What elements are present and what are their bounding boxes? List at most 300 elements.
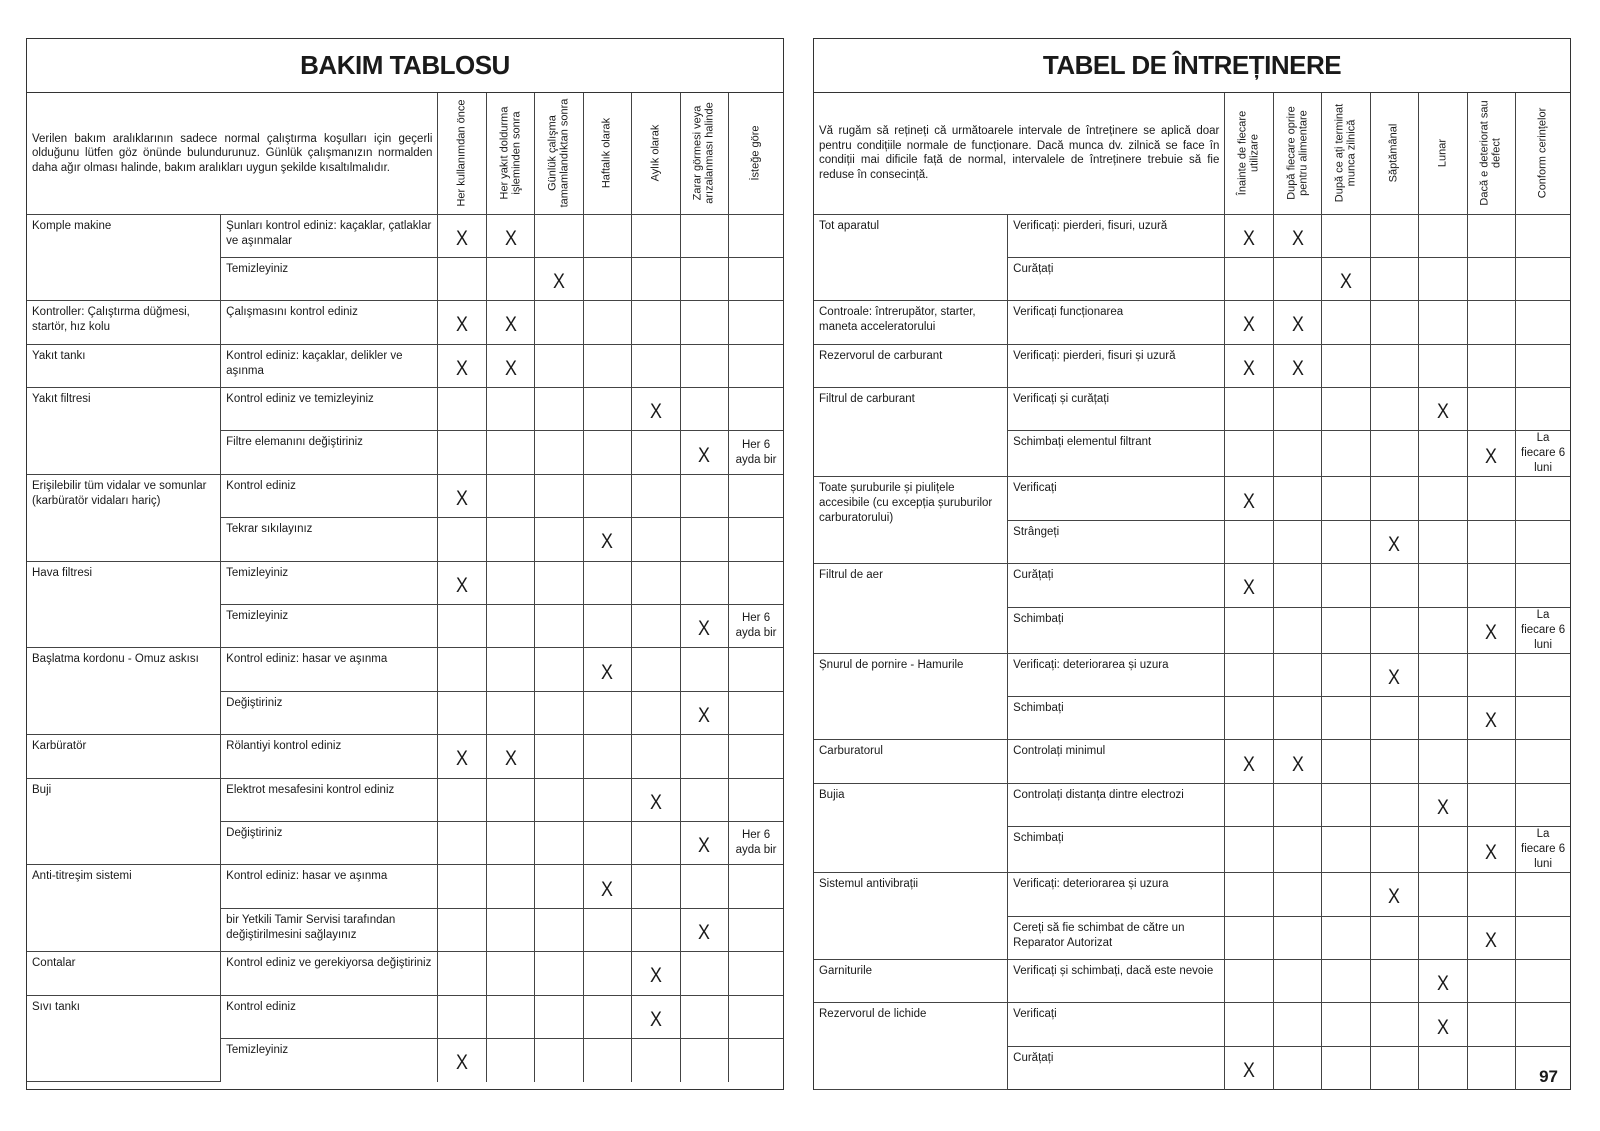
interval-cell [486,648,534,691]
action-cell: Schimbați elementul filtrant [1008,431,1225,477]
table-row [27,344,783,387]
interval-note: Her 6 ayda bir [729,821,783,864]
interval-cell [680,474,728,517]
header-row [814,93,1570,214]
interval-cell [438,518,486,561]
interval-cell [583,648,631,691]
interval-cell [1322,1003,1370,1046]
check-mark: X [456,356,469,380]
interval-cell [680,908,728,951]
column-header-label: Aylık olarak [649,124,662,182]
interval-cell [486,474,534,517]
interval-cell [1370,1003,1418,1046]
interval-cell [1370,827,1418,873]
interval-cell [1516,916,1570,959]
interval-cell [1467,477,1515,520]
interval-cell [438,952,486,995]
interval-cell [632,1038,680,1081]
interval-cell [1273,783,1321,826]
interval-cell [1467,564,1515,607]
interval-cell [438,474,486,517]
interval-cell [438,257,486,300]
column-header-label: Înainte de fiecare utilizare [1236,111,1261,196]
interval-cell [1322,827,1370,873]
interval-cell [438,865,486,908]
interval-cell [583,301,631,344]
interval-cell [729,778,783,821]
interval-cell [632,301,680,344]
interval-cell [583,995,631,1038]
check-mark: X [504,313,517,337]
interval-cell [535,952,583,995]
interval-cell [1516,873,1570,916]
interval-cell [535,431,583,474]
check-mark: X [1436,972,1449,996]
interval-cell [583,1038,631,1081]
interval-cell [1273,697,1321,740]
component-cell: Sistemul antivibrații [814,873,1008,960]
table-row [27,952,783,995]
maintenance-grid [27,93,783,1082]
check-mark: X [698,617,711,641]
interval-cell [632,995,680,1038]
table-row [814,301,1570,344]
interval-cell [1467,214,1515,257]
interval-cell [535,474,583,517]
table-row [814,564,1570,607]
interval-cell [680,605,728,648]
interval-cell [1225,344,1273,387]
interval-cell [486,301,534,344]
action-cell: Schimbați [1008,827,1225,873]
check-mark: X [456,1051,469,1075]
action-cell: Şunları kontrol ediniz: kaçaklar, çatlaklar ve aşınmalar [221,214,438,257]
interval-cell [1273,916,1321,959]
interval-cell [438,344,486,387]
component-cell: Sıvı tankı [27,995,221,1082]
interval-cell [632,778,680,821]
interval-cell [680,821,728,864]
interval-cell [680,691,728,734]
action-cell: Kontrol ediniz: hasar ve aşınma [221,648,438,691]
table-row [814,959,1570,1002]
check-mark: X [456,487,469,511]
check-mark: X [698,834,711,858]
interval-cell [1273,1003,1321,1046]
column-header [438,93,486,214]
check-mark: X [649,790,662,814]
interval-cell [1273,520,1321,563]
interval-cell [632,952,680,995]
interval-cell [1225,740,1273,783]
column-header [1370,93,1418,214]
component-cell: Karbüratör [27,735,221,778]
interval-cell [438,1038,486,1081]
interval-cell [729,474,783,517]
interval-cell [729,952,783,995]
component-cell: Filtrul de carburant [814,388,1008,477]
interval-cell [1370,653,1418,696]
check-mark: X [1436,400,1449,424]
interval-cell [486,605,534,648]
interval-cell [680,778,728,821]
action-cell: Rölantiyi kontrol ediniz [221,735,438,778]
check-mark: X [1243,752,1256,776]
interval-cell [1225,916,1273,959]
interval-cell [1370,607,1418,653]
interval-cell [438,821,486,864]
interval-cell [1516,1003,1570,1046]
interval-cell [583,821,631,864]
component-cell: Carburatorul [814,740,1008,783]
action-cell: Kontrol ediniz ve temizleyiniz [221,388,438,431]
interval-cell [1419,431,1467,477]
interval-cell [1273,431,1321,477]
interval-cell [632,518,680,561]
check-mark: X [1243,226,1256,250]
interval-note: Her 6 ayda bir [729,431,783,474]
check-mark: X [698,443,711,467]
interval-cell [729,344,783,387]
action-cell: Temizleyiniz [221,561,438,604]
table-row [814,873,1570,916]
interval-cell [680,995,728,1038]
interval-cell [1516,301,1570,344]
action-cell: Verificați: deteriorarea și uzura [1008,653,1225,696]
interval-cell [1516,520,1570,563]
interval-cell [438,691,486,734]
column-header [1419,93,1467,214]
check-mark: X [698,703,711,727]
interval-cell [583,778,631,821]
action-cell: bir Yetkili Tamir Servisi tarafından değiştirilmesini sağlayınız [221,908,438,951]
interval-cell [1322,344,1370,387]
component-cell: Șnurul de pornire - Hamurile [814,653,1008,740]
interval-cell [1225,653,1273,696]
check-mark: X [504,747,517,771]
check-mark: X [1388,533,1401,557]
action-cell: Verificați [1008,477,1225,520]
action-cell: Verificați: pierderi, fisuri, uzură [1008,214,1225,257]
column-header [535,93,583,214]
maintenance-table-turkish [26,38,784,1090]
interval-cell [729,214,783,257]
interval-cell [1419,564,1467,607]
check-mark: X [1243,1059,1256,1083]
action-cell: Schimbați [1008,607,1225,653]
interval-cell [1467,607,1515,653]
interval-cell [1273,1046,1321,1089]
check-mark: X [504,226,517,250]
interval-cell [486,518,534,561]
check-mark: X [1485,444,1498,468]
interval-cell [1370,740,1418,783]
column-header-label: Haftalık olarak [600,118,613,189]
table-row [814,344,1570,387]
interval-cell [729,388,783,431]
interval-cell [1419,873,1467,916]
action-cell: Kontrol ediniz [221,474,438,517]
action-cell: Curățați [1008,257,1225,300]
interval-cell [1322,564,1370,607]
column-header [632,93,680,214]
interval-cell [1467,959,1515,1002]
table-row [27,474,783,517]
check-mark: X [553,270,565,294]
interval-cell [1467,1046,1515,1089]
interval-cell [535,995,583,1038]
action-cell: Değiştiriniz [221,691,438,734]
column-header-label: Conform cerințelor [1536,108,1549,199]
interval-cell [486,1038,534,1081]
interval-cell [1370,214,1418,257]
interval-cell [1273,301,1321,344]
interval-cell [1322,916,1370,959]
interval-cell [1225,257,1273,300]
interval-cell [1370,783,1418,826]
action-cell: Temizleyiniz [221,605,438,648]
interval-cell [1419,1046,1467,1089]
panel-title: TABEL DE ÎNTREȚINERE [814,39,1570,93]
check-mark: X [1485,621,1498,645]
interval-cell [1467,916,1515,959]
interval-cell [1225,301,1273,344]
interval-cell [1467,344,1515,387]
check-mark: X [1436,795,1449,819]
component-cell: Anti-titreşim sistemi [27,865,221,952]
interval-cell [438,778,486,821]
interval-cell [680,431,728,474]
interval-cell [438,301,486,344]
interval-cell [1467,783,1515,826]
component-cell: Erişilebilir tüm vidalar ve somunlar (karbüratör vidaları hariç) [27,474,221,561]
interval-cell [1419,697,1467,740]
action-cell: Verificați și curățați [1008,388,1225,431]
action-cell: Curățați [1008,564,1225,607]
action-cell: Cereți să fie schimbat de către un Reparator Autorizat [1008,916,1225,959]
interval-cell [680,388,728,431]
interval-cell [1419,388,1467,431]
interval-cell [1273,959,1321,1002]
maintenance-grid [814,93,1570,1090]
interval-cell [632,344,680,387]
column-header-label: Lunar [1436,139,1449,168]
interval-cell [1225,431,1273,477]
interval-cell [1273,607,1321,653]
interval-cell [438,431,486,474]
table-row [814,388,1570,431]
interval-cell [1419,959,1467,1002]
interval-cell [1419,827,1467,873]
interval-cell [486,778,534,821]
interval-cell [535,735,583,778]
column-header [1516,93,1570,214]
action-cell: Kontrol ediniz ve gerekiyorsa değiştiriniz [221,952,438,995]
table-row [814,477,1570,520]
interval-cell [1467,653,1515,696]
interval-cell [680,952,728,995]
interval-cell [632,865,680,908]
interval-cell [1225,388,1273,431]
interval-cell [632,257,680,300]
intro-text: Vă rugăm să rețineți că următoarele intervale de întreținere se aplică doar pentru condițiile normale de funcționare. Dacă munca dv. zilnică se face în condiții mai dificile față de normal, intervalele de întreținere trebuie să fie reduse în consecință. [814,93,1225,214]
check-mark: X [456,747,469,771]
component-cell: Kontroller: Çalıştırma düğmesi, startör, hız kolu [27,301,221,344]
column-header [1225,93,1273,214]
interval-cell [1419,740,1467,783]
action-cell: Elektrot mesafesini kontrol ediniz [221,778,438,821]
interval-cell [535,648,583,691]
interval-cell [632,605,680,648]
check-mark: X [504,356,517,380]
check-mark: X [1485,709,1498,733]
check-mark: X [1291,752,1304,776]
interval-cell [632,648,680,691]
interval-cell [535,518,583,561]
check-mark: X [1243,489,1256,513]
column-header-label: După fiecare oprire pentru alimentare [1285,106,1309,201]
component-cell: Bujia [814,783,1008,872]
component-cell: Toate șuruburile și piulițele accesibile (cu excepția șuruburilor carburatorului) [814,477,1008,564]
check-mark: X [1485,840,1498,864]
interval-cell [729,257,783,300]
check-mark: X [1436,1015,1449,1039]
interval-cell [583,257,631,300]
interval-cell [729,691,783,734]
interval-cell [486,214,534,257]
interval-cell [583,735,631,778]
column-header [486,93,534,214]
interval-cell [583,474,631,517]
interval-cell [1370,916,1418,959]
interval-cell [1322,301,1370,344]
interval-cell [438,735,486,778]
check-mark: X [456,313,469,337]
interval-cell [1419,477,1467,520]
component-cell: Komple makine [27,214,221,301]
interval-cell [535,561,583,604]
interval-cell [680,1038,728,1081]
interval-cell [1467,431,1515,477]
interval-cell [1370,564,1418,607]
action-cell: Verificați și schimbați, dacă este nevoie [1008,959,1225,1002]
interval-cell [1225,873,1273,916]
check-mark: X [601,877,614,901]
interval-cell [438,908,486,951]
table-row [814,1003,1570,1046]
interval-cell [1225,214,1273,257]
interval-cell [1370,344,1418,387]
interval-cell [729,995,783,1038]
interval-cell [535,691,583,734]
interval-cell [1467,1003,1515,1046]
interval-cell [1370,301,1418,344]
interval-cell [632,691,680,734]
column-header-label: Her yakıt doldurma işleminden sonra [498,106,522,200]
interval-cell [1370,257,1418,300]
interval-cell [1516,214,1570,257]
interval-cell [1467,388,1515,431]
action-cell: Kontrol ediniz [221,995,438,1038]
interval-cell [1225,607,1273,653]
interval-cell [535,821,583,864]
interval-cell [438,648,486,691]
interval-cell [1516,653,1570,696]
interval-cell [1273,214,1321,257]
interval-cell [486,908,534,951]
check-mark: X [1243,313,1256,337]
column-header [1467,93,1515,214]
interval-cell [583,952,631,995]
interval-cell [438,995,486,1038]
interval-cell [1419,344,1467,387]
interval-cell [1322,477,1370,520]
interval-cell [438,561,486,604]
column-header [1273,93,1321,214]
interval-cell [486,691,534,734]
interval-cell [583,214,631,257]
interval-cell [1273,388,1321,431]
action-cell: Schimbați [1008,697,1225,740]
action-cell: Kontrol ediniz: hasar ve aşınma [221,865,438,908]
component-cell: Yakıt tankı [27,344,221,387]
interval-cell [1225,564,1273,607]
interval-cell [1322,697,1370,740]
component-cell: Filtrul de aer [814,564,1008,653]
component-cell: Garniturile [814,959,1008,1002]
interval-cell [535,257,583,300]
interval-cell [535,388,583,431]
interval-cell [1516,959,1570,1002]
interval-note: La fiecare 6 luni [1516,607,1570,653]
interval-cell [1322,214,1370,257]
action-cell: Çalışmasını kontrol ediniz [221,301,438,344]
interval-cell [1467,740,1515,783]
action-cell: Verificați [1008,1003,1225,1046]
interval-cell [1322,783,1370,826]
check-mark: X [456,226,469,250]
interval-cell [1370,477,1418,520]
interval-cell [1225,697,1273,740]
interval-cell [680,865,728,908]
check-mark: X [1243,576,1256,600]
interval-cell [1516,344,1570,387]
interval-cell [1322,607,1370,653]
interval-cell [1370,388,1418,431]
interval-cell [1370,1046,1418,1089]
interval-cell [583,431,631,474]
interval-cell [486,952,534,995]
column-header-label: Günlük çalışma tamamlandıktan sonra [546,98,571,208]
interval-cell [729,865,783,908]
interval-cell [1516,740,1570,783]
interval-cell [1225,959,1273,1002]
interval-cell [535,301,583,344]
interval-cell [632,561,680,604]
check-mark: X [601,660,614,684]
interval-cell [1419,520,1467,563]
interval-cell [632,908,680,951]
check-mark: X [1388,885,1401,909]
interval-cell [486,821,534,864]
interval-cell [1516,697,1570,740]
action-cell: Verificați: deteriorarea și uzura [1008,873,1225,916]
check-mark: X [649,400,662,424]
interval-cell [680,214,728,257]
interval-cell [729,648,783,691]
column-header [729,93,783,214]
check-mark: X [698,920,711,944]
